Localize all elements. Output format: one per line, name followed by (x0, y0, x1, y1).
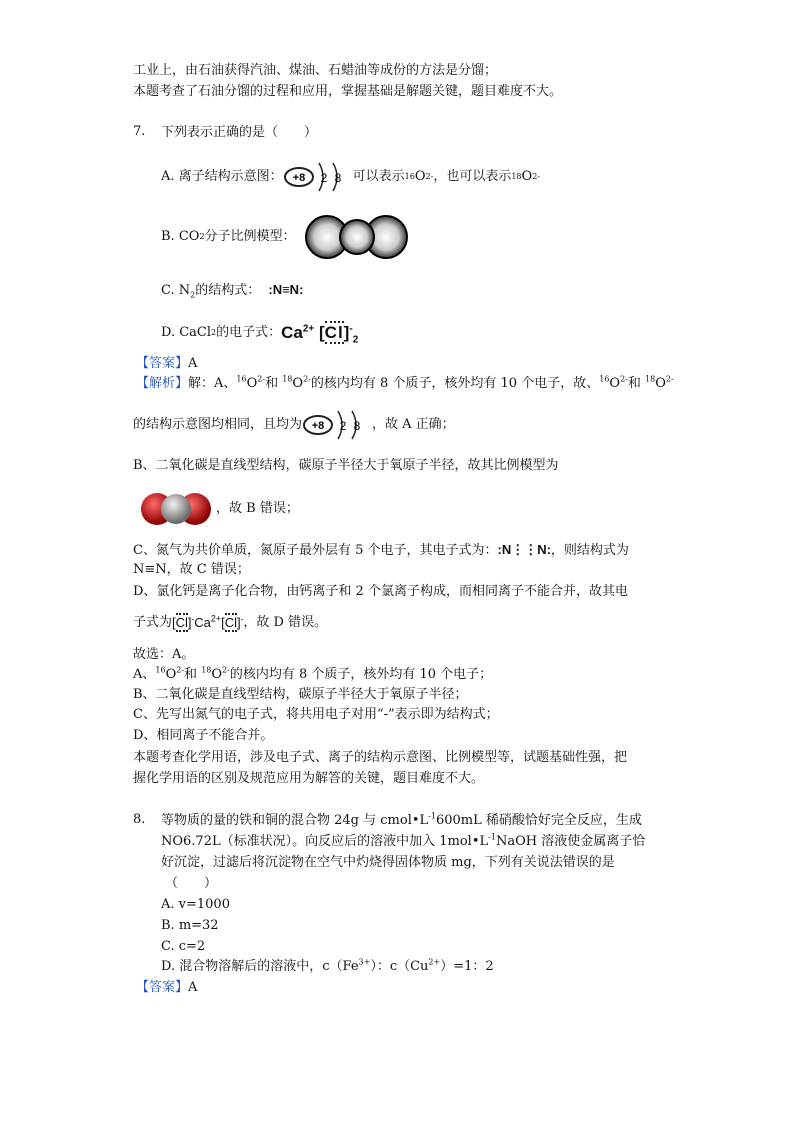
q7-option-c (161, 281, 303, 300)
q7-analysis-b: B、二氧化碳是直线型结构，碳原子半径大于氧原子半径，故其比例模型为 (133, 458, 559, 473)
ion-nucleus-label: +8 (311, 420, 325, 432)
q7-c-prefix: C. N (161, 283, 191, 298)
text: ）：c（Cu (370, 959, 429, 974)
cl: Cl (324, 323, 344, 342)
ion-shell-2: 8 (334, 171, 341, 185)
q8-option-d (161, 958, 494, 976)
mass: 16 (236, 374, 247, 384)
text: NO6.72L（标准状况）。向反应后的溶液中加入 1mol•L (161, 834, 489, 849)
prev-line-1: 工业上，由石油获得汽油、煤油、石蜡油等成份的方法是分馏； (133, 63, 498, 78)
text: 的核内均有 8 个质子，核外均有 10 个电子； (229, 667, 493, 682)
co2-color-model-image (140, 490, 212, 528)
charge: 2- (620, 374, 628, 384)
sub: 2 (352, 334, 359, 346)
q7-option-b: B. CO 2 分子比例模型： (161, 214, 412, 260)
sup: -1 (488, 832, 496, 842)
q7-summary-5: 本题考查化学用语，涉及电子式、离子的结构示意图、比例模型等，试题基础性强，把 (133, 750, 628, 765)
text: ，则结构式为 (550, 543, 629, 558)
q7-d-suffix: 的电子式： (216, 325, 282, 340)
sup: -1 (428, 811, 436, 821)
sup: 2+ (428, 957, 441, 967)
text: NaOH 溶液使金属离子恰 (495, 834, 646, 849)
sub: 2 (190, 290, 196, 300)
n2-structural-formula: :N≡N: (268, 282, 304, 297)
q7-number: 7. (133, 124, 146, 139)
answer-value: A (188, 980, 198, 995)
ion-shell-2: 8 (353, 419, 361, 433)
q8-stem-4: （ ） (165, 876, 218, 891)
q7-analysis-b-model (140, 490, 299, 528)
mass: 18 (645, 374, 656, 384)
co2-ratio-model-image (304, 213, 412, 261)
charge: 2- (257, 374, 266, 384)
ion-structure-diagram (283, 159, 353, 195)
mass: 18 (201, 665, 212, 675)
text: ，故 B 错误； (216, 501, 299, 516)
q7-summary-2: B、二氧化碳是直线型结构，碳原子半径大于氧原子半径； (133, 687, 468, 702)
charge: 2- (665, 374, 674, 384)
q7-analysis-line-2 (133, 408, 455, 442)
text: 子式为 (133, 615, 173, 630)
text: ，故 A 正确； (372, 417, 455, 432)
ion-nucleus-label: +8 (292, 172, 305, 184)
charge: 2- (222, 665, 230, 675)
q8-option-a: A. v=1000 (161, 897, 230, 912)
q7-a-prefix: A. 离子结构示意图： (161, 169, 283, 184)
answer-label: 【答案】 (136, 980, 189, 995)
q7-analysis-d-1: D、氯化钙是离子化合物，由钙离子和 2 个氯离子构成，而相同离子不能合并，故其电 (133, 584, 628, 599)
ca: Ca (281, 323, 303, 342)
text: ，故 D 错误。 (243, 615, 328, 630)
q8-option-b: B. m=32 (161, 918, 219, 933)
cacl2-electron-formula: $Ca^{2+}$ $[Cl]^-_2$ (281, 323, 359, 346)
text: A、 (133, 667, 156, 682)
text: 解：A、 (188, 376, 237, 391)
text: D. 混合物溶解后的溶液中，c（Fe (161, 959, 359, 974)
q7-option-a: A. 离子结构示意图： +8 2 8 可以表示 16 O 2- ，也可以表示 18 O 2- (161, 160, 540, 194)
charge: 2+ (302, 323, 315, 335)
q7-answer (136, 355, 197, 373)
q7-summary-6: 握化学用语的区别及规范应用为解答的关键，题目难度不大。 (133, 771, 485, 786)
analysis-label: 【解析】 (136, 376, 189, 391)
q7-option-d: D. CaCl 2 的电子式： $Ca^{2+}$ $[Cl]^-_2$ (161, 323, 359, 346)
n2-electron-formula: :N⋮⋮N: (497, 542, 551, 557)
q7-analysis-c-2: N≡N，故 C 错误； (133, 562, 250, 577)
q7-summary-1: A、$^{16}O^{2-}$和 $^{18}O^{2-}$的核内均有 8 个质子，核外均有 10 个电子； (133, 665, 493, 682)
answer-label: 【答案】 (136, 356, 189, 371)
q8-option-c: C. c=2 (161, 939, 206, 954)
charge: 2+ (210, 613, 222, 624)
text: 和 (265, 376, 283, 391)
text: C、氮气为共价单质，氮原子最外层有 5 个电子，其电子式为： (133, 543, 498, 558)
mass: 16 (599, 374, 610, 384)
mass: 16 (155, 665, 166, 675)
charge: - (349, 323, 353, 335)
q8-stem-3: 好沉淀，过滤后将沉淀物在空气中灼烧得固体物质 mg，下列有关说法错误的是 (161, 855, 615, 870)
q8-number: 8. (133, 812, 146, 827)
ion-shell-1: 2 (339, 419, 347, 433)
ion-shell-1: 2 (320, 171, 327, 185)
cacl2-electron-formula-2: $[Cl]^-Ca^{2+}[Cl]^-$ (172, 613, 244, 630)
q7-stem: 下列表示正确的是（ ） (161, 125, 318, 140)
charge: 2- (176, 665, 185, 675)
q7-d-prefix: D. CaCl (161, 325, 212, 340)
q8-answer (136, 979, 197, 997)
prev-line-2: 本题考查了石油分馏的过程和应用，掌握基础是解题关键，题目难度不大。 (133, 84, 563, 99)
ion-structure-diagram-2 (302, 407, 372, 443)
text: 的核内均有 8 个质子，核外均有 10 个电子，故、 (310, 376, 600, 391)
q7-b-suffix: 分子比例模型： (204, 229, 296, 244)
q8-stem-1 (161, 812, 642, 830)
q7-summary-0: 故选：A。 (133, 647, 195, 662)
text: 和 (627, 376, 645, 391)
q7-c-suffix: 的结构式： (195, 283, 261, 298)
text: 等物质的量的铁和铜的混合物 24g 与 cmol•L (161, 813, 429, 828)
cl: Cl (224, 615, 238, 630)
q7-summary-4: D、相同离子不能合并。 (133, 728, 274, 743)
text: ）=1：2 (440, 959, 494, 974)
q7-a-join: ，也可以表示 (433, 169, 512, 184)
q8-stem-2 (161, 833, 645, 851)
ca: Ca (194, 615, 211, 630)
text: 和 (184, 667, 202, 682)
answer-value: A (188, 356, 198, 371)
text: 600mL 稀硝酸恰好完全反应，生成 (435, 813, 642, 828)
q7-analysis-d-2 (133, 609, 327, 637)
text: 的结构示意图均相同，且均为 (133, 417, 303, 432)
q7-a-mid: 可以表示 (352, 169, 405, 184)
q7-summary-3: C、先写出氮气的电子式，将共用电子对用“-”表示即为结构式； (133, 707, 499, 722)
q7-b-prefix: B. CO (161, 229, 200, 244)
q7-analysis-line-1: 【解析】解：A、$^{16}O^{2-}$和 $^{18}O^{2-}$的核内均有 8 个质子，核外均有 10 个电子，故、$^{16}O^{2-}$和 $^{18}O^{2-}$ (136, 374, 674, 391)
mass: 18 (282, 374, 293, 384)
q7-analysis-c-1 (133, 541, 629, 560)
charge: 2- (303, 374, 311, 384)
sup: 3+ (358, 957, 371, 967)
cl: Cl (175, 615, 188, 630)
